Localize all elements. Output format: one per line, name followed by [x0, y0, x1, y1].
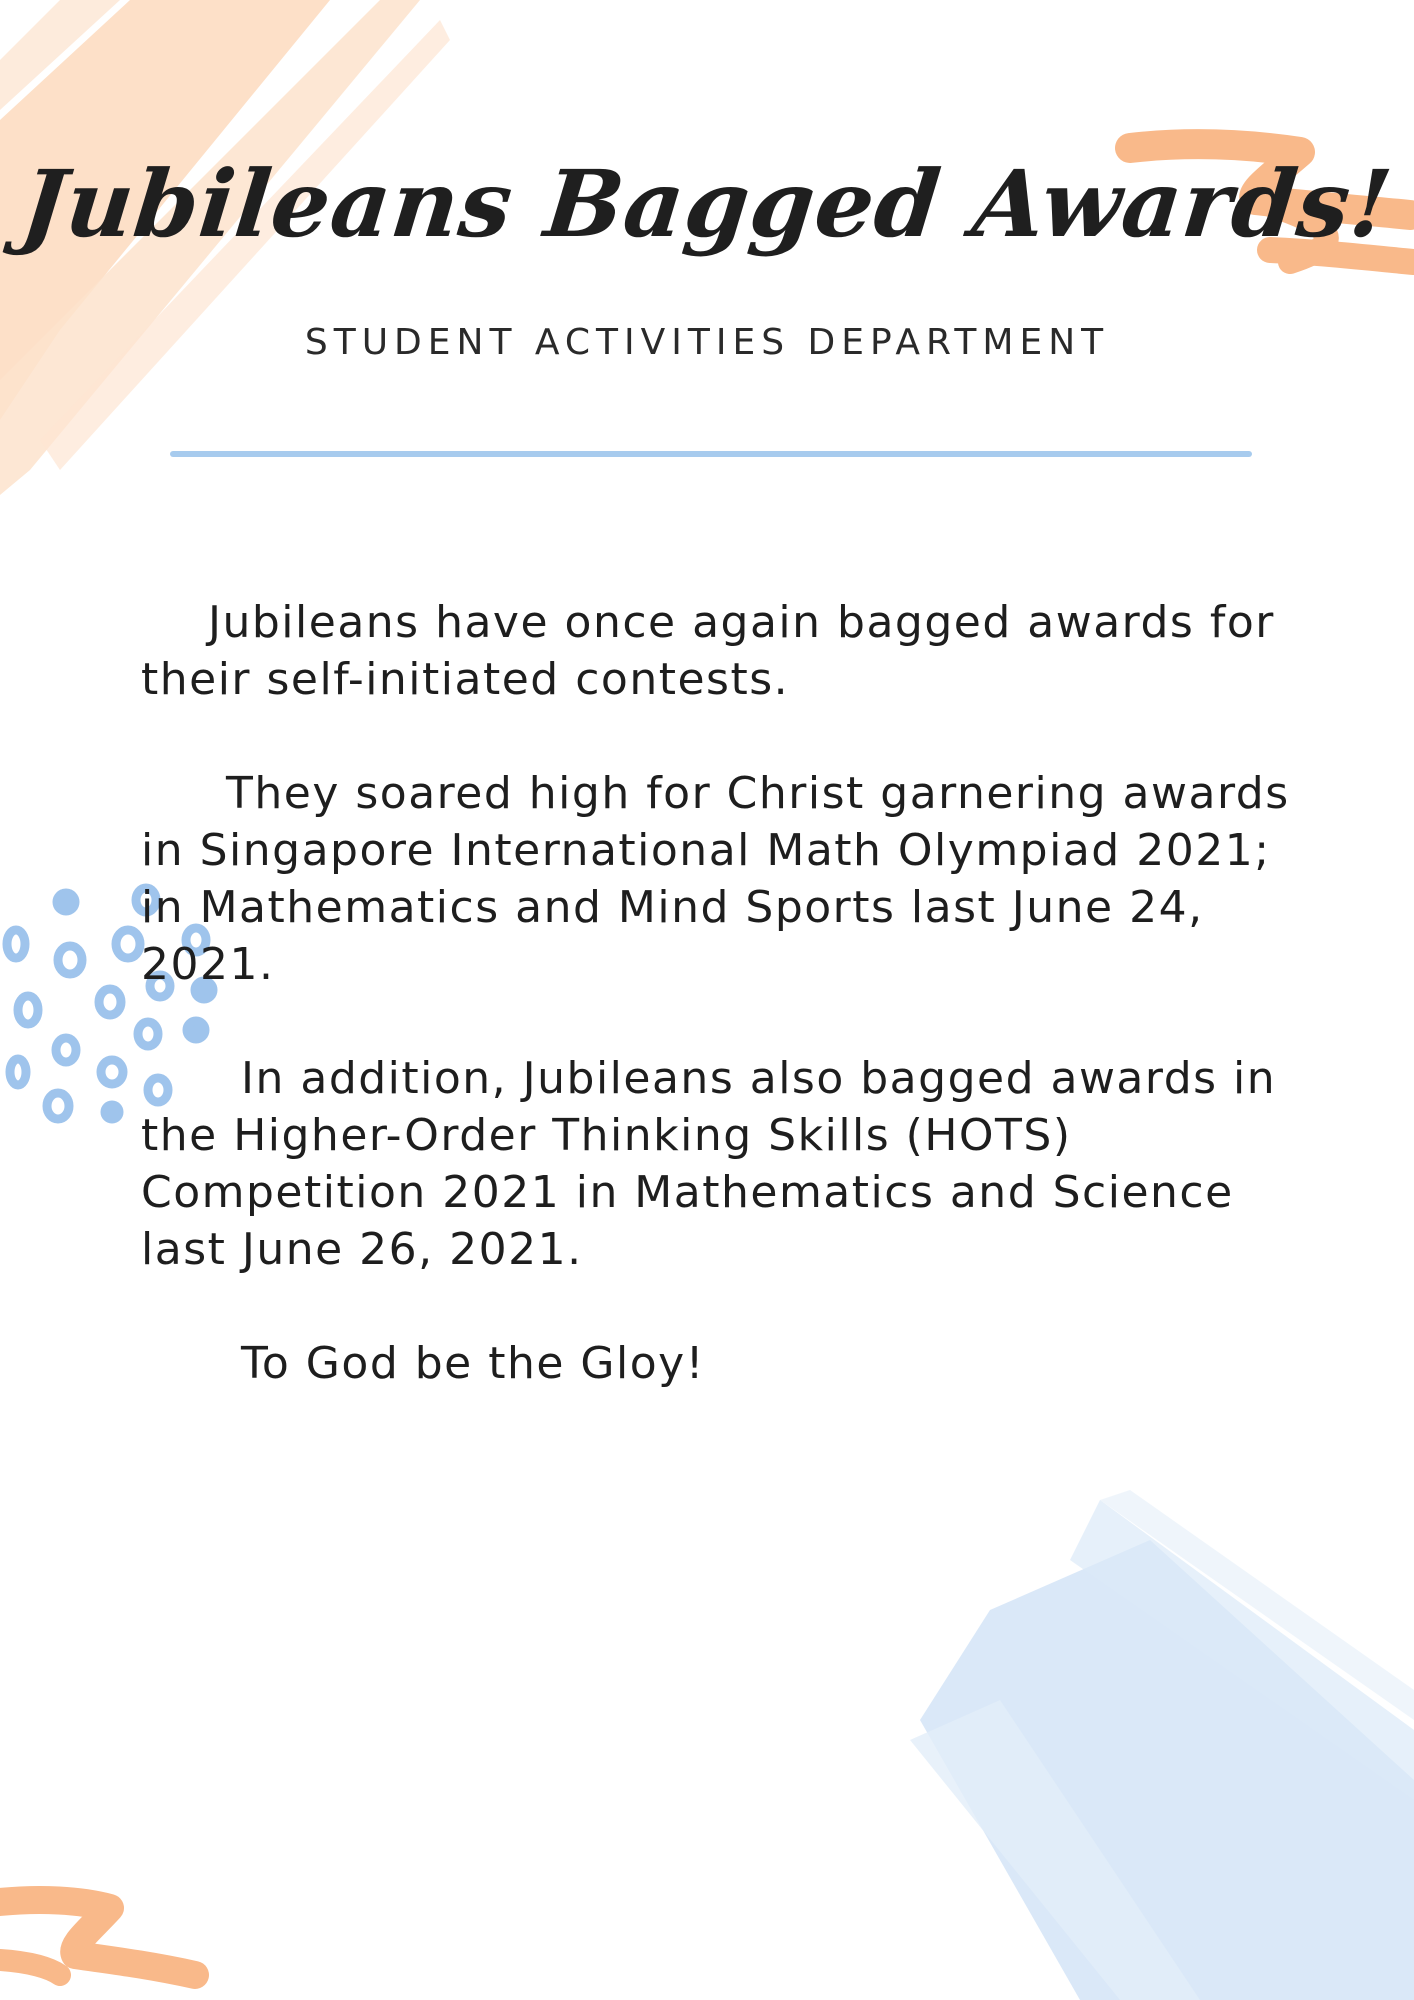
- paragraph-hots-competition: In addition, Jubileans also bagged awards in the Higher-Order Thinking Skills (HOTS) Competition 2021 in Mathematics and Science last June 26, 2021.: [141, 1053, 1277, 1275]
- paragraph-intro: Jubileans have once again bagged awards for their self-initiated contests.: [141, 597, 1275, 705]
- title-divider: [170, 451, 1252, 457]
- page-title: Jubileans Bagged Awards!: [16, 150, 1398, 258]
- paragraph-closing: To God be the Gloy!: [241, 1338, 705, 1389]
- department-subtitle: STUDENT ACTIVITIES DEPARTMENT: [304, 322, 1110, 363]
- blue-brush-stroke-bottom-right: [910, 1490, 1414, 2000]
- orange-squiggle-bottom-left: [0, 1900, 195, 1975]
- announcement-body: [141, 594, 1361, 1449]
- paragraph-math-olympiad: They soared high for Christ garnering awards in Singapore International Math Olympiad 2021; in Mathematics and Mind Sports last June 24, 2021.: [141, 768, 1290, 990]
